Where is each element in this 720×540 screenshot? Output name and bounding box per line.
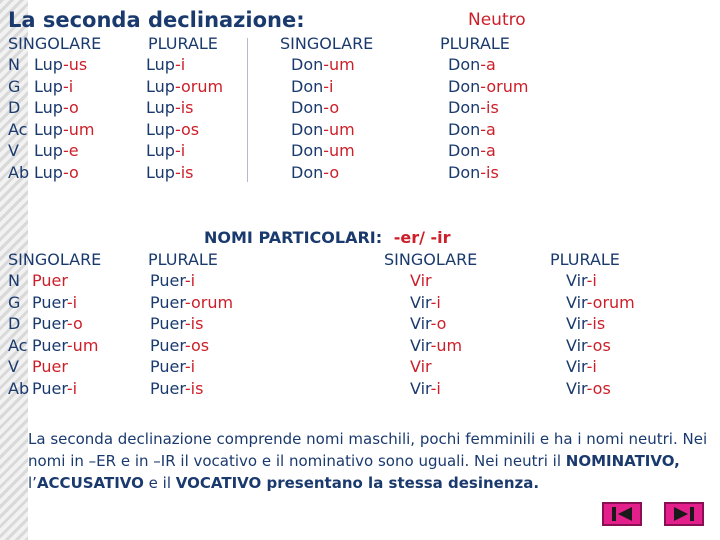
top-sing-cell-stem: Lup — [34, 98, 63, 118]
bottom-plur2-cell — [566, 270, 597, 292]
top-sing2-cell — [291, 76, 333, 98]
bottom-sing2-cell — [410, 270, 432, 292]
top-plur2-cell — [448, 162, 499, 184]
top-sing-cell — [34, 162, 79, 184]
top-plur2-cell-stem: Don — [448, 55, 481, 74]
bottom-plur-cell — [150, 335, 209, 357]
bottom-plur-cell-stem: Puer — [150, 379, 185, 398]
bottom-sing-cell — [32, 335, 98, 357]
top-plur2-cell-ending: -a — [480, 141, 496, 161]
previous-slide-button[interactable] — [602, 502, 642, 526]
bottom-plur2-cell — [566, 378, 611, 400]
bottom-sing-cell — [32, 270, 68, 292]
bottom-sing-cell — [32, 356, 68, 378]
top-sing-cell-ending: -um — [62, 119, 95, 139]
bottom-sing2-cell-stem: Vir — [410, 314, 431, 334]
top-sing-cell-ending: -o — [62, 163, 79, 182]
bottom-plur-cell — [150, 378, 203, 400]
top-sing2-cell — [291, 140, 355, 162]
top-sing2-cell-ending: -o — [323, 163, 340, 182]
note-text-3: e il — [143, 474, 176, 492]
top-case-label: Ac — [8, 119, 28, 139]
bottom-header-vir-plurale: PLURALE — [550, 250, 620, 269]
page-title: La seconda declinazione: — [8, 8, 305, 32]
top-plur2-cell — [448, 54, 496, 76]
bottom-sing-cell-stem: Puer — [32, 379, 67, 398]
bottom-plur-cell — [150, 356, 195, 378]
bottom-plur-cell-stem: Puer — [150, 292, 185, 312]
bottom-plur2-cell-ending: -is — [586, 314, 606, 334]
bottom-sing2-cell-stem: Vir — [410, 335, 431, 355]
bottom-plur-cell-stem: Puer — [150, 271, 185, 290]
bottom-sing-cell — [32, 292, 77, 314]
bottom-plur-cell — [150, 313, 203, 335]
bottom-sing2-cell-ending: Vir — [410, 271, 432, 290]
bottom-sing2-cell — [410, 335, 462, 357]
top-sing2-cell-stem: Don — [291, 98, 324, 118]
bottom-sing2-cell — [410, 378, 441, 400]
bottom-plur-cell-ending: -os — [184, 335, 210, 355]
bottom-plur2-cell-stem: Vir — [566, 335, 587, 355]
top-header-neutro-singolare: SINGOLARE — [280, 34, 374, 53]
particolari-heading — [204, 228, 451, 247]
top-header-plurale: PLURALE — [148, 34, 218, 53]
top-plur-cell-ending: -is — [174, 163, 194, 182]
top-plur2-cell-ending: -a — [480, 119, 496, 139]
bottom-header-plurale: PLURALE — [148, 250, 218, 269]
explanatory-note — [28, 428, 708, 494]
bottom-plur-cell — [150, 292, 233, 314]
top-sing-cell — [34, 119, 94, 141]
bottom-sing2-cell-stem: Vir — [410, 292, 431, 312]
top-sing-cell-ending: -us — [62, 55, 88, 74]
top-plur-cell — [146, 140, 185, 162]
bottom-plur2-cell-stem: Vir — [566, 357, 587, 377]
top-plur-cell-stem: Lup — [146, 76, 175, 96]
top-plur-cell-ending: -i — [174, 141, 186, 161]
neutro-label: Neutro — [468, 10, 526, 30]
bottom-sing2-cell — [410, 292, 441, 314]
top-sing2-cell-stem: Don — [291, 55, 324, 74]
bottom-sing2-cell-ending: -i — [430, 292, 441, 312]
particolari-suffix: -er/ -ir — [393, 228, 451, 247]
bottom-plur2-cell-ending: -i — [586, 271, 597, 290]
top-sing2-cell — [291, 97, 339, 119]
note-text-2: l’ — [28, 474, 37, 492]
bottom-plur2-cell-ending: -os — [586, 335, 611, 355]
top-plur2-cell — [448, 76, 528, 98]
bottom-sing-cell-stem: Puer — [32, 292, 67, 312]
top-plur-cell — [146, 119, 199, 141]
top-sing2-cell-ending: -i — [323, 76, 334, 96]
top-sing2-cell-stem: Don — [291, 141, 324, 161]
top-plur-cell-stem: Lup — [146, 119, 175, 139]
column-divider — [247, 38, 248, 182]
top-plur-cell-stem: Lup — [146, 55, 175, 74]
bottom-plur-cell-ending: -i — [184, 357, 196, 377]
top-sing-cell-stem: Lup — [34, 76, 63, 96]
skip-back-icon — [610, 506, 634, 522]
bottom-sing-cell-ending: -o — [66, 314, 83, 334]
top-plur2-cell-stem: Don — [448, 163, 481, 182]
top-sing-cell — [34, 76, 73, 98]
bottom-plur-cell — [150, 270, 195, 292]
top-sing-cell — [34, 140, 79, 162]
bottom-plur-cell-ending: -orum — [184, 292, 234, 312]
top-case-label: V — [8, 141, 19, 161]
bottom-sing-cell — [32, 378, 77, 400]
bottom-header-singolare: SINGOLARE — [8, 250, 102, 269]
top-sing-cell-stem: Lup — [34, 163, 63, 182]
top-sing-cell-ending: -i — [62, 76, 74, 96]
bottom-case-label: G — [8, 292, 21, 312]
top-header-singolare: SINGOLARE — [8, 34, 102, 53]
top-plur2-cell — [448, 97, 499, 119]
top-plur-cell-ending: -i — [174, 55, 186, 74]
top-sing2-cell-ending: -um — [323, 119, 355, 139]
bottom-plur2-cell-stem: Vir — [566, 292, 587, 312]
note-bold-vocativo: VOCATIVO — [175, 474, 262, 492]
bottom-sing2-cell-ending: -i — [430, 379, 441, 398]
top-sing-cell-stem: Lup — [34, 141, 63, 161]
top-sing-cell — [34, 54, 87, 76]
top-sing2-cell — [291, 119, 355, 141]
top-plur-cell-ending: -orum — [174, 76, 224, 96]
top-sing-cell-stem: Lup — [34, 119, 63, 139]
bottom-sing-cell-ending: -i — [66, 379, 78, 398]
note-bold-accusativo: ACCUSATIVO — [36, 474, 144, 492]
bottom-case-label: N — [8, 271, 20, 290]
top-plur2-cell-stem: Don — [448, 98, 481, 118]
bottom-sing2-cell — [410, 313, 446, 335]
note-text-4: presentano la stessa desinenza. — [261, 474, 540, 492]
bottom-plur-cell-stem: Puer — [150, 335, 185, 355]
top-plur-cell-ending: -os — [174, 119, 200, 139]
top-sing-cell-stem: Lup — [34, 55, 63, 74]
top-plur-cell-stem: Lup — [146, 163, 175, 182]
skip-forward-icon — [672, 506, 696, 522]
top-plur2-cell — [448, 140, 496, 162]
top-sing2-cell-stem: Don — [291, 163, 324, 182]
bottom-case-label: D — [8, 314, 21, 334]
top-plur-cell-stem: Lup — [146, 98, 175, 118]
bottom-sing-cell-ending: Puer — [32, 357, 68, 377]
top-header-neutro-plurale: PLURALE — [440, 34, 510, 53]
bottom-header-vir-singolare: SINGOLARE — [384, 250, 478, 269]
top-plur2-cell-stem: Don — [448, 76, 481, 96]
bottom-plur2-cell-stem: Vir — [566, 314, 587, 334]
particolari-label: NOMI PARTICOLARI: — [204, 228, 383, 247]
bottom-plur-cell-ending: -i — [184, 271, 196, 290]
top-sing2-cell-ending: -o — [323, 98, 340, 118]
bottom-sing-cell-ending: -i — [66, 292, 78, 312]
top-plur-cell-stem: Lup — [146, 141, 175, 161]
bottom-plur2-cell — [566, 292, 635, 314]
top-sing2-cell-stem: Don — [291, 76, 324, 96]
bottom-sing-cell-ending: -um — [66, 335, 99, 355]
top-plur2-cell-stem: Don — [448, 141, 481, 161]
bottom-case-label: Ac — [8, 335, 28, 355]
bottom-sing2-cell — [410, 356, 432, 378]
top-sing2-cell-ending: -um — [323, 55, 355, 74]
next-slide-button[interactable] — [664, 502, 704, 526]
bottom-sing2-cell-ending: -o — [430, 314, 447, 334]
bottom-plur2-cell — [566, 313, 605, 335]
bottom-sing2-cell-ending: Vir — [410, 357, 432, 377]
top-plur2-cell-ending: -is — [480, 163, 499, 182]
bottom-sing-cell-stem: Puer — [32, 314, 67, 334]
top-case-label: G — [8, 76, 21, 96]
top-sing2-cell-ending: -um — [323, 141, 355, 161]
top-plur-cell — [146, 162, 194, 184]
bottom-plur2-cell-stem: Vir — [566, 271, 587, 290]
top-plur-cell-ending: -is — [174, 98, 194, 118]
bottom-plur2-cell — [566, 356, 597, 378]
bottom-plur2-cell-ending: -i — [586, 357, 597, 377]
top-sing-cell-ending: -o — [62, 98, 79, 118]
top-plur-cell — [146, 54, 185, 76]
top-plur2-cell — [448, 119, 496, 141]
top-case-label: D — [8, 98, 21, 118]
top-plur2-cell-ending: -is — [480, 98, 499, 118]
note-bold-nominativo: NOMINATIVO, — [565, 452, 680, 470]
bottom-plur2-cell-ending: -orum — [586, 292, 635, 312]
bottom-sing2-cell-ending: -um — [430, 335, 463, 355]
bottom-plur-cell-stem: Puer — [150, 357, 185, 377]
bottom-plur2-cell — [566, 335, 611, 357]
bottom-sing-cell — [32, 313, 83, 335]
top-case-label: N — [8, 55, 20, 74]
bottom-sing-cell-ending: Puer — [32, 271, 68, 290]
bottom-plur2-cell-ending: -os — [586, 379, 611, 398]
top-plur-cell — [146, 76, 223, 98]
bottom-plur-cell-stem: Puer — [150, 314, 185, 334]
top-plur2-cell-ending: -orum — [480, 76, 529, 96]
top-plur-cell — [146, 97, 194, 119]
top-plur2-cell-stem: Don — [448, 119, 481, 139]
top-sing-cell — [34, 97, 79, 119]
note-text-1: La seconda declinazione comprende nomi maschili, pochi femminili e ha i nomi neutri. Nei nomi in –ER e in –IR il vocativo e il nominativo sono uguali. Nei neutri il — [28, 430, 708, 470]
bottom-plur-cell-ending: -is — [184, 314, 204, 334]
bottom-sing-cell-stem: Puer — [32, 335, 67, 355]
bottom-sing2-cell-stem: Vir — [410, 379, 431, 398]
top-sing2-cell — [291, 162, 339, 184]
bottom-plur2-cell-stem: Vir — [566, 379, 587, 398]
bottom-case-label: Ab — [8, 379, 30, 398]
top-sing-cell-ending: -e — [62, 141, 79, 161]
top-case-label: Ab — [8, 163, 30, 182]
top-sing2-cell-stem: Don — [291, 119, 324, 139]
top-plur2-cell-ending: -a — [480, 55, 496, 74]
bottom-plur-cell-ending: -is — [184, 379, 204, 398]
top-sing2-cell — [291, 54, 355, 76]
bottom-case-label: V — [8, 357, 19, 377]
